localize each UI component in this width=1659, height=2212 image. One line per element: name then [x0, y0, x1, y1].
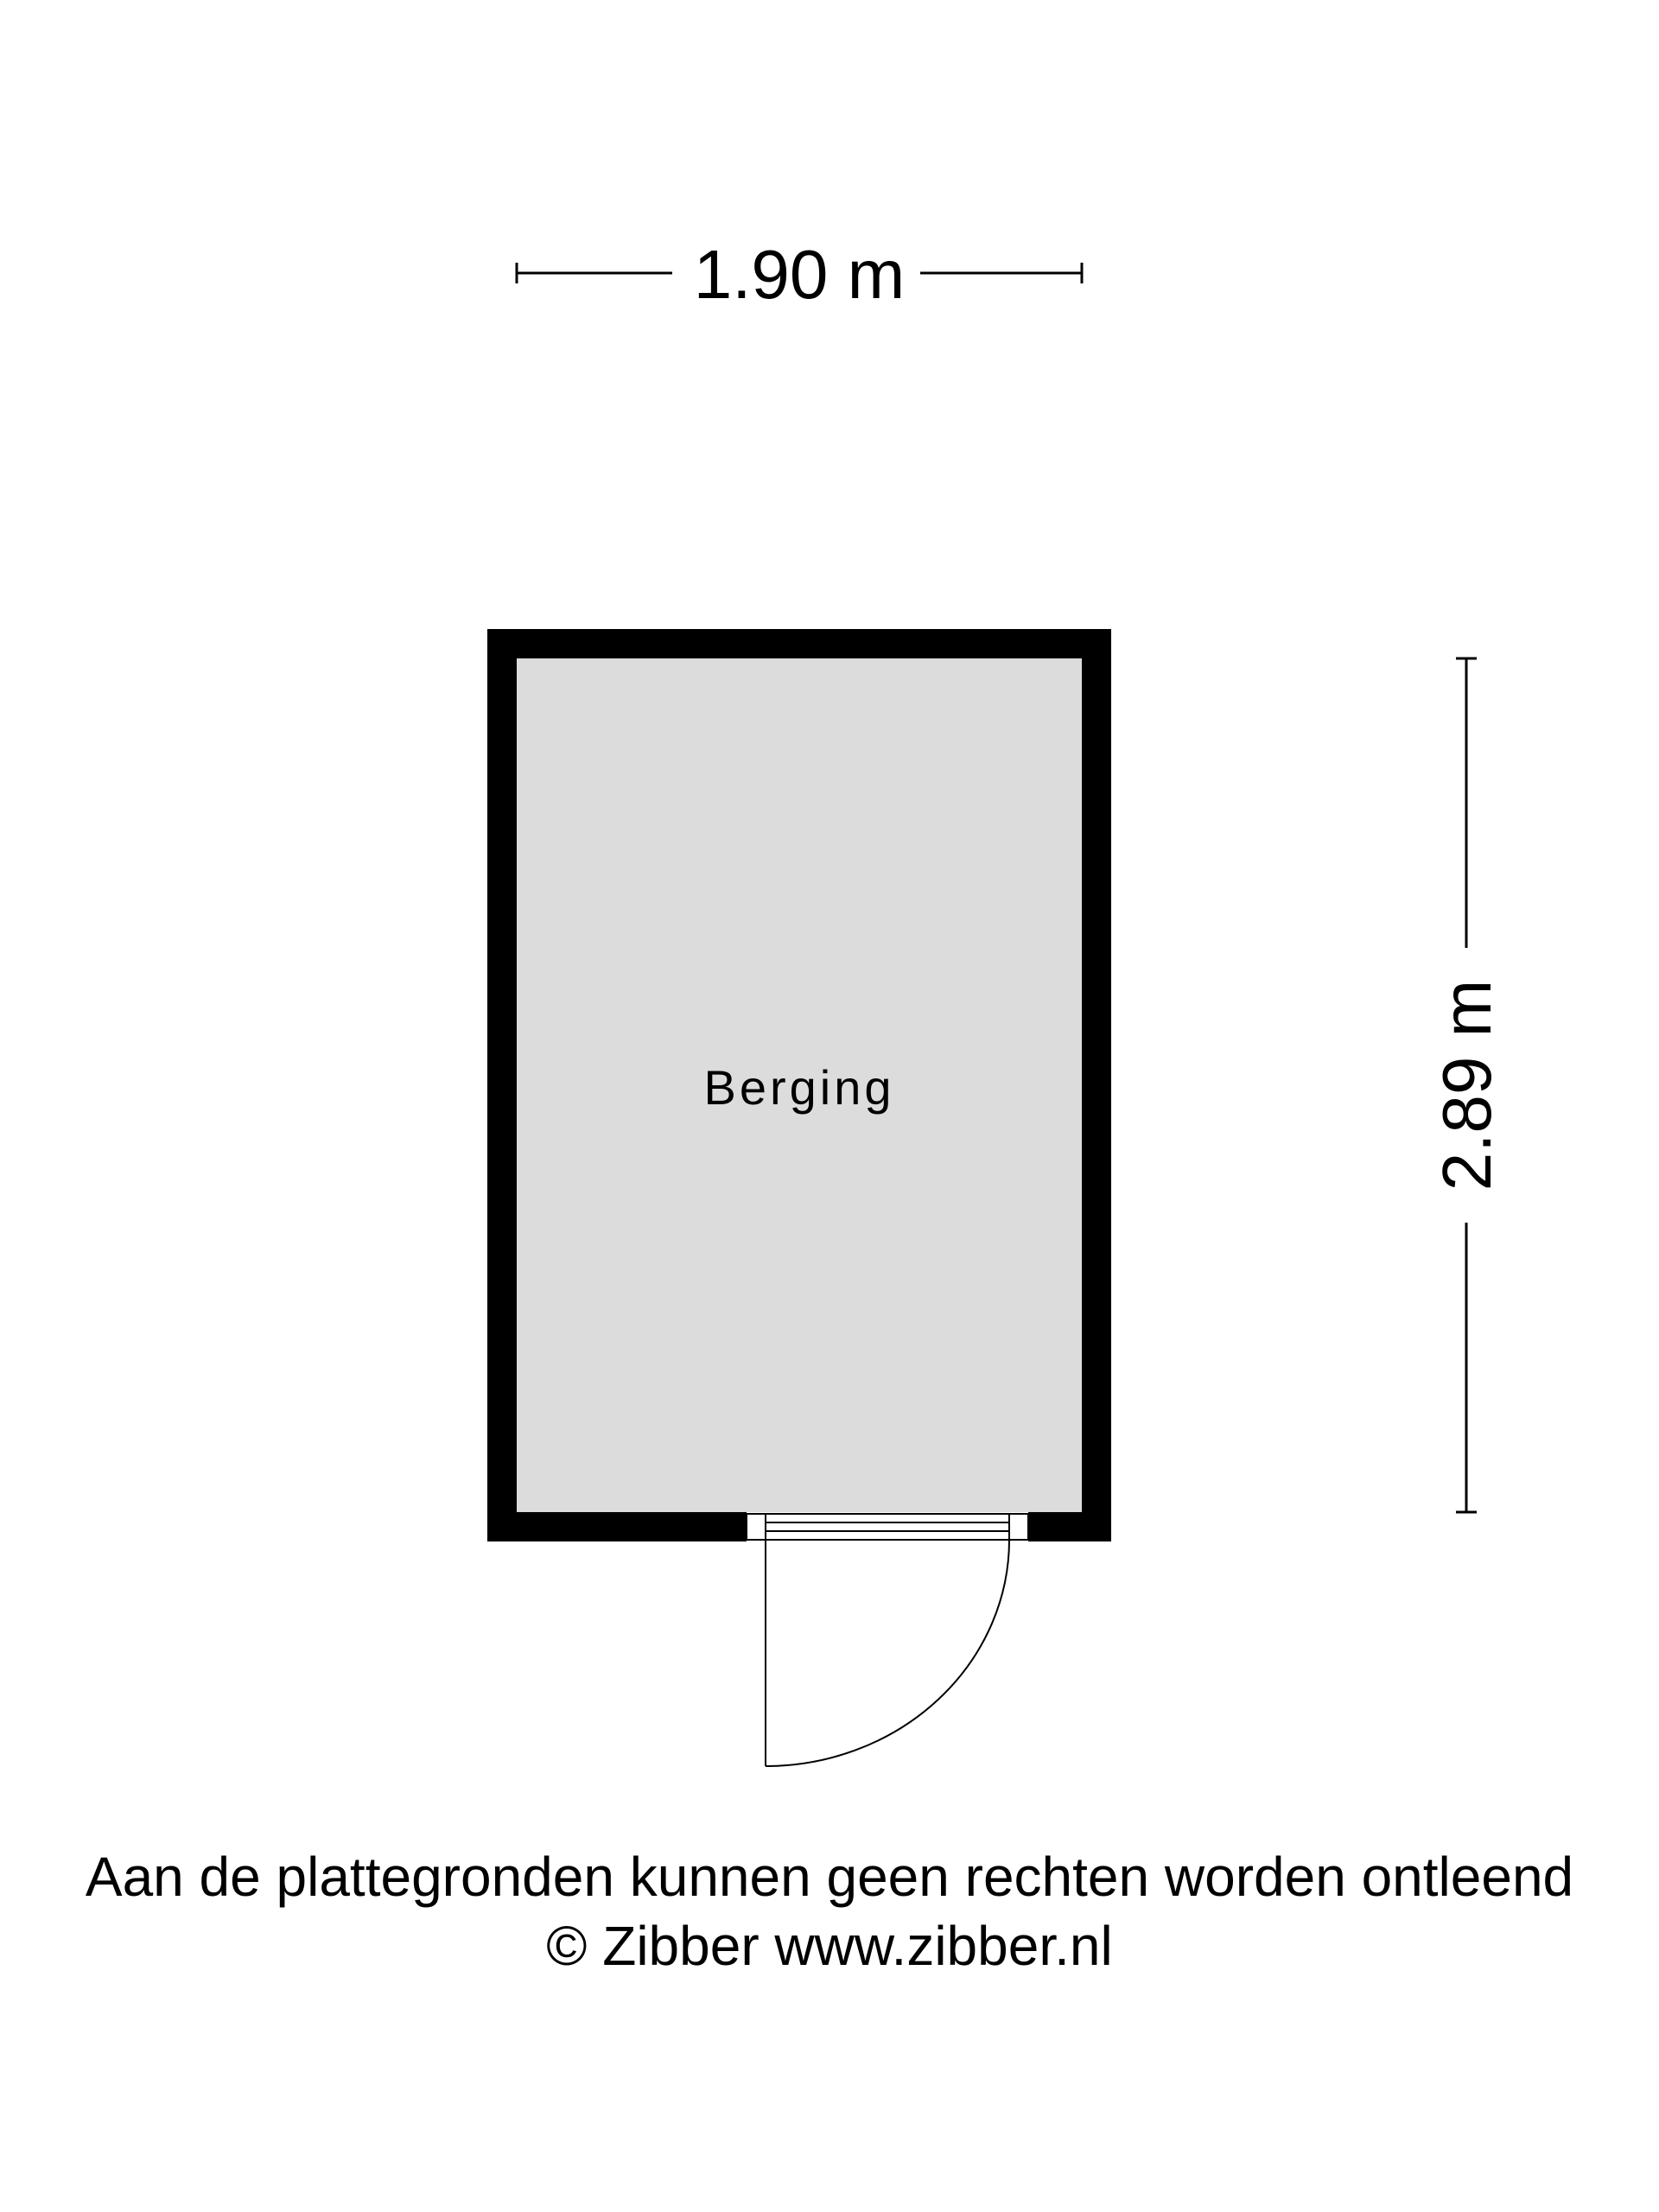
wall-bottom-left [487, 1512, 747, 1541]
height-dimension [1428, 658, 1505, 1512]
wall-top [487, 629, 1111, 658]
height-dimension-label: 2.89 m [1428, 979, 1505, 1192]
door-frame [747, 1514, 1028, 1540]
door [747, 1514, 1028, 1766]
copyright-text: © Zibber www.zibber.nl [546, 1915, 1113, 1977]
width-dimension-label: 1.90 m [693, 236, 906, 313]
width-dimension [517, 236, 1082, 313]
wall-bottom-right [1028, 1512, 1111, 1541]
room-label: Berging [703, 1060, 895, 1115]
wall-right [1082, 629, 1111, 1541]
disclaimer-text: Aan de plattegronden kunnen geen rechten worden ontleend [85, 1846, 1574, 1908]
wall-left [487, 629, 517, 1541]
door-swing-arc [766, 1540, 1009, 1766]
